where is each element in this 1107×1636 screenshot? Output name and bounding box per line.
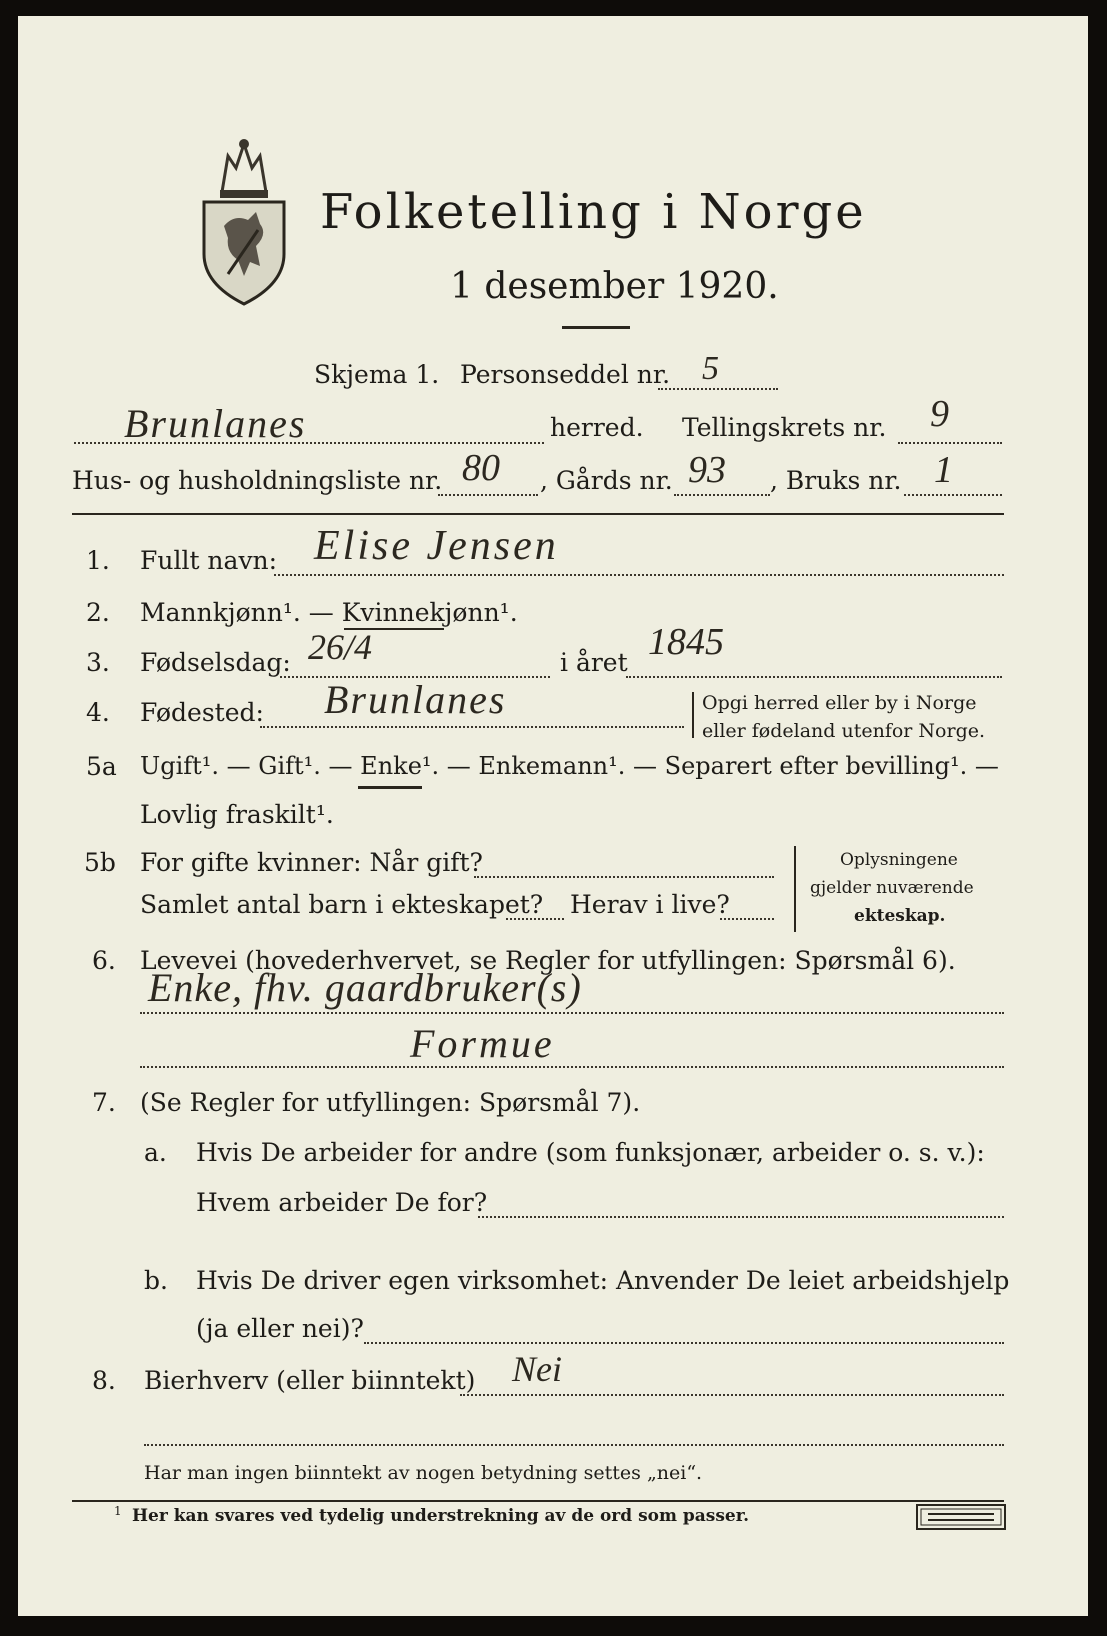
q4-value: Brunlanes (324, 677, 507, 722)
census-date: 1 desember 1920. (450, 266, 779, 307)
personseddel-label: Personseddel nr. (460, 360, 671, 389)
husliste-line (438, 494, 538, 496)
personseddel-line (658, 388, 778, 390)
q4-label: Fødested: (140, 698, 264, 727)
q2-number: 2. (86, 598, 110, 627)
coat-of-arms-icon (198, 134, 290, 306)
q1-line (274, 574, 1004, 576)
census-form (18, 16, 1088, 1616)
q7b-number: b. (144, 1266, 168, 1295)
herred-value: Brunlanes (124, 401, 307, 446)
schema-label: Skjema 1. (314, 360, 440, 389)
q7b-label: Hvis De driver egen virksomhet: Anvender De leiet arbeidshjelp (196, 1266, 1010, 1295)
q7a-label-line2: Hvem arbeider De for? (196, 1188, 488, 1217)
q4-note-line2: eller fødeland utenfor Norge. (702, 720, 986, 742)
q3-label: Fødselsdag: (140, 648, 291, 677)
bruks-line (904, 494, 1002, 496)
form-title: Folketelling i Norge (320, 184, 867, 240)
q7b-label-line2: (ja eller nei)? (196, 1314, 364, 1343)
bruks-value: 1 (934, 449, 953, 491)
gards-value: 93 (688, 449, 726, 491)
q5b-note-bracket (794, 846, 796, 932)
gards-line (674, 494, 770, 496)
q5b-married-line (474, 876, 774, 878)
q3-year-line (626, 676, 1002, 678)
q6-line2 (140, 1066, 1004, 1068)
footnote-text: Her kan svares ved tydelig understrekning av de ord som passer. (132, 1506, 750, 1526)
q1-number: 1. (86, 546, 110, 575)
printer-stamp-icon (916, 1504, 1006, 1530)
q5a-label-line2: Lovlig fraskilt¹. (140, 800, 334, 829)
gards-label: , Gårds nr. (540, 466, 673, 495)
q5b-children-line (506, 918, 564, 920)
q7a-number: a. (144, 1138, 167, 1167)
q6-value-line1: Enke, fhv. gaardbruker(s) (148, 965, 582, 1010)
q7a-label: Hvis De arbeider for andre (som funksjonær, arbeider o. s. v.): (196, 1138, 985, 1167)
tellingskrets-line (898, 442, 1002, 444)
footer-rule (72, 1500, 1004, 1502)
q8-line2 (144, 1444, 1004, 1446)
personseddel-value: 5 (702, 350, 719, 387)
q5b-children-label: Samlet antal barn i ekteskapet? (140, 890, 544, 919)
q5a-number: 5a (86, 752, 117, 781)
q8-number: 8. (92, 1366, 116, 1395)
q6-label: Levevei (hovederhvervet, se Regler for utfyllingen: Spørsmål 6). (140, 946, 956, 975)
q1-value: Elise Jensen (314, 523, 559, 569)
q8-note: Har man ingen biinntekt av nogen betydning settes „nei“. (144, 1462, 703, 1484)
q7b-line (364, 1342, 1004, 1344)
q3-value: 26/4 (308, 627, 373, 667)
q4-note-bracket (692, 692, 694, 738)
tellingskrets-value: 9 (930, 393, 949, 435)
q3-year-value: 1845 (648, 621, 724, 663)
q5b-note-line3: ekteskap. (854, 906, 946, 926)
q5a-underline-enke (358, 786, 422, 789)
q8-label: Bierhverv (eller biinntekt) (144, 1366, 476, 1395)
bruks-label: , Bruks nr. (770, 466, 902, 495)
q5b-label: For gifte kvinner: Når gift? (140, 848, 483, 877)
q5b-number: 5b (84, 848, 116, 877)
header-rule (72, 513, 1004, 515)
tellingskrets-label: Tellingskrets nr. (682, 413, 887, 442)
q1-label: Fullt navn: (140, 546, 278, 575)
q6-line1 (140, 1012, 1004, 1014)
q5b-alive-line (720, 918, 774, 920)
q6-number: 6. (92, 946, 116, 975)
q5a-label: Ugift¹. — Gift¹. — Enke¹. — Enkemann¹. — Separert efter bevilling¹. — (140, 752, 999, 780)
husliste-value: 80 (462, 447, 500, 489)
q7a-line (478, 1216, 1004, 1218)
title-divider (562, 326, 630, 329)
q7-number: 7. (92, 1088, 116, 1117)
q8-line (460, 1394, 1004, 1396)
q6-value-line2: Formue (410, 1021, 555, 1066)
herred-label: herred. (550, 413, 644, 442)
husliste-label: Hus- og husholdningsliste nr. (72, 466, 443, 495)
q5b-note-line2: gjelder nuværende (810, 878, 974, 898)
q4-note-line1: Opgi herred eller by i Norge (702, 692, 977, 714)
q8-value: Nei (512, 1349, 562, 1389)
q5b-alive-label: Herav i live? (570, 890, 730, 919)
q3-year-label: i året (560, 648, 628, 677)
q7-label: (Se Regler for utfyllingen: Spørsmål 7). (140, 1088, 641, 1117)
q2-label: Mannkjønn¹. — Kvinnekjønn¹. (140, 598, 518, 627)
footnote-mark: 1 (114, 1504, 122, 1518)
q5b-note-line1: Oplysningene (840, 850, 958, 870)
q4-number: 4. (86, 698, 110, 727)
q4-line (260, 726, 684, 728)
q3-number: 3. (86, 648, 110, 677)
